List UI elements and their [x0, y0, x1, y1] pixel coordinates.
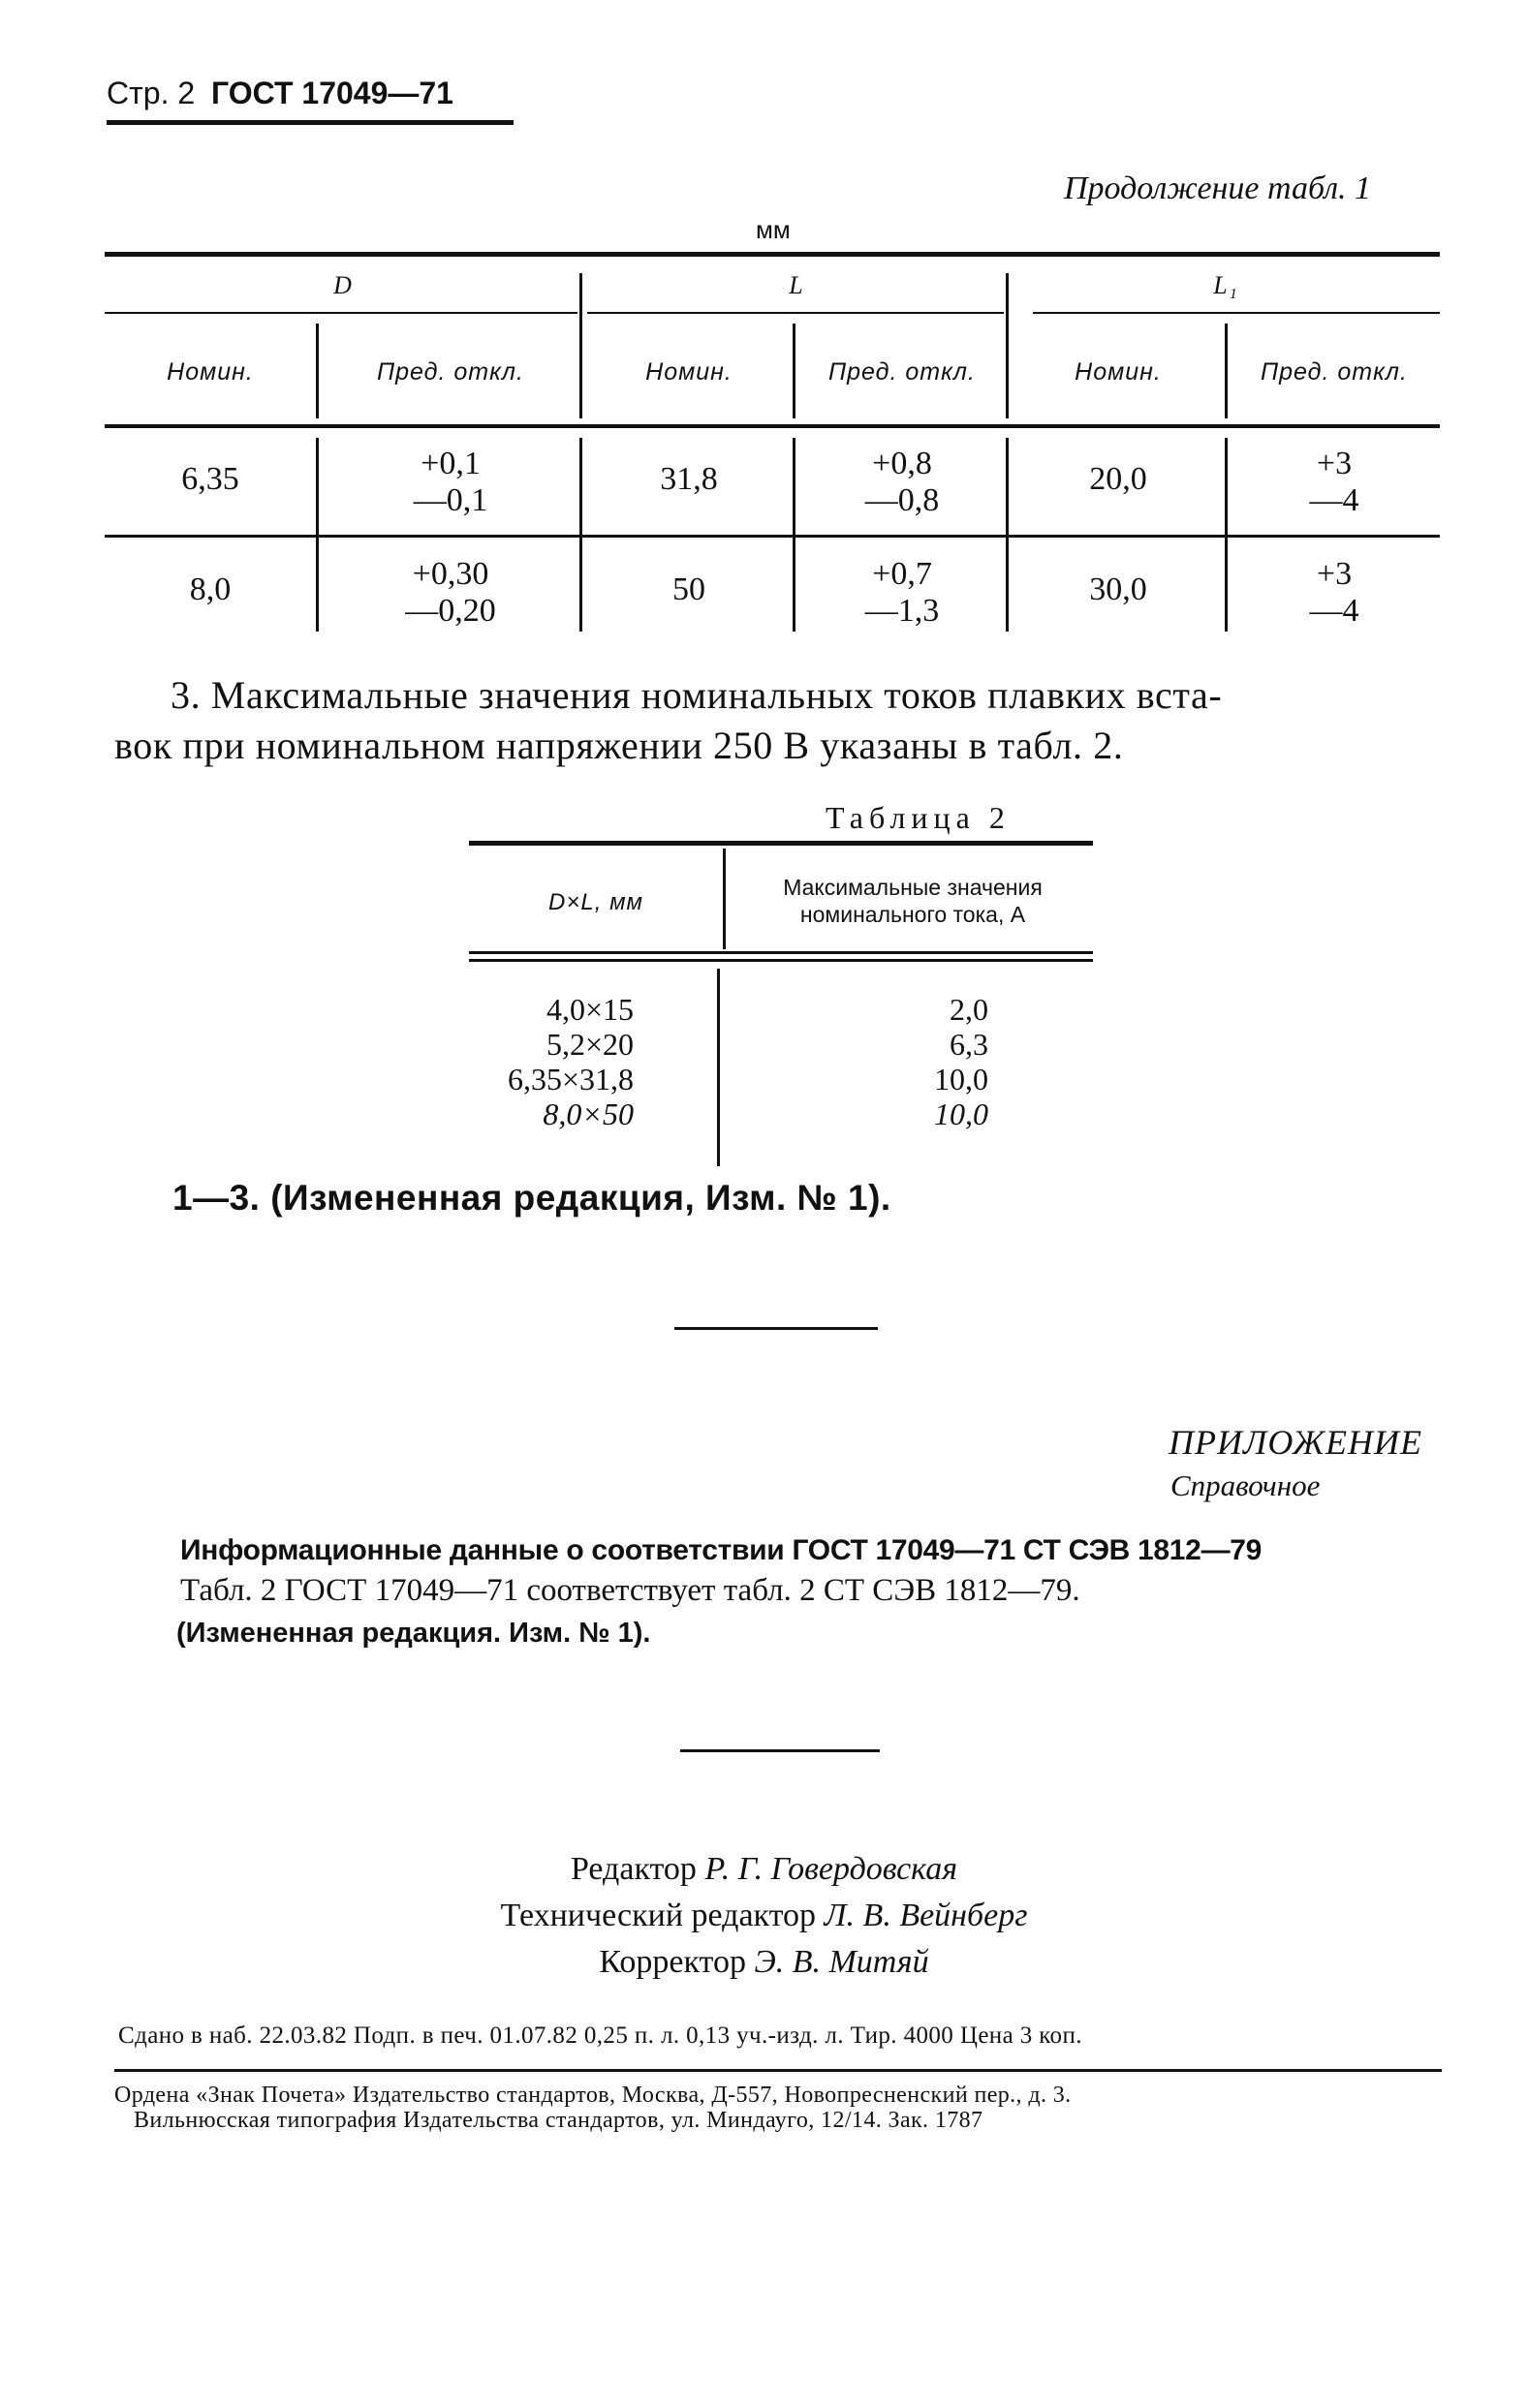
appendix-text: Табл. 2 ГОСТ 17049—71 соответствует табл. 2 СТ СЭВ 1812—79.	[180, 1573, 1080, 1608]
table2-size: 4,0×15	[546, 992, 634, 1027]
page-number: Стр. 2	[107, 76, 196, 110]
imprint-line: Ордена «Знак Почета» Издательство стандартов, Москва, Д-557, Новопресненский пер., д. 3.	[114, 2083, 1072, 2108]
deviation-lower: —0,8	[864, 482, 940, 518]
imprint-line: Сдано в наб. 22.03.82 Подп. в печ. 01.07.82 0,25 п. л. 0,13 уч.-изд. л. Тир. 4000 Цена 3 коп.	[118, 2022, 1082, 2049]
table1-group-d: D	[333, 271, 353, 299]
credit-role: Корректор	[599, 1944, 746, 1980]
appendix-title: Информационные данные о соответствии ГОСТ 17049—71 СТ СЭВ 1812—79	[180, 1534, 1263, 1566]
table2-current: 10,0	[934, 1096, 988, 1131]
credit-editor	[0, 1846, 1528, 1893]
table1-cell-l1-nom: 30,0	[1089, 571, 1147, 607]
paragraph-line: вок при номинальном напряжении 250 В указаны в табл. 2.	[114, 724, 1124, 767]
deviation-upper: +0,1	[421, 446, 481, 481]
table2-sizes	[446, 992, 634, 1131]
table1-cell-d-dev	[320, 446, 581, 519]
standard-number: ГОСТ 17049—71	[211, 76, 453, 110]
credit-role: Редактор	[570, 1851, 697, 1887]
table2-currents	[872, 992, 988, 1131]
table2-top-rule	[469, 841, 1093, 846]
table1-subheader: Номин.	[645, 358, 733, 386]
table1-unit: мм	[756, 215, 791, 244]
table2-vrule	[723, 849, 726, 949]
table1-cell-d-nom: 8,0	[189, 571, 232, 607]
deviation-lower: —0,1	[413, 482, 488, 518]
section-divider	[674, 1327, 878, 1330]
table2-header-rule	[469, 959, 1093, 962]
credits	[0, 1846, 1528, 1986]
table1-group-rule-l	[587, 312, 1004, 314]
table1-cell-l1-dev	[1229, 556, 1440, 630]
credit-name: Л. В. Вейнберг	[824, 1898, 1028, 1933]
header-rule	[107, 120, 514, 125]
credit-name: Э. В. Митяй	[754, 1944, 929, 1980]
table1-cell-l-dev	[796, 446, 1008, 519]
table1-vrule	[579, 273, 582, 418]
credit-corrector	[0, 1939, 1528, 1986]
table1-cell-d-dev	[320, 556, 581, 630]
deviation-lower: —0,20	[405, 593, 496, 629]
imprint-rule	[114, 2069, 1442, 2072]
table2-current: 6,3	[950, 1027, 988, 1062]
imprint-line: Вильнюсская типография Издательства стандартов, ул. Миндауго, 12/14. Зак. 1787	[134, 2108, 983, 2133]
table1-header-rule	[105, 424, 1440, 428]
table1-vrule	[1225, 324, 1228, 418]
section-divider	[680, 1749, 880, 1752]
table1-subheader: Номин.	[167, 358, 254, 386]
appendix-label: ПРИЛОЖЕНИЕ	[1169, 1423, 1422, 1462]
credit-name: Р. Г. Говердовская	[704, 1851, 958, 1887]
table1-cell-l1-dev	[1229, 446, 1440, 519]
table1-cell-l-nom: 50	[672, 571, 705, 607]
table2-vrule	[717, 969, 720, 1166]
table1-row-rule	[105, 535, 1440, 538]
table2-title: Таблица 2	[826, 800, 1011, 835]
deviation-upper: +3	[1316, 446, 1353, 481]
table1-subheader: Пред. откл.	[377, 358, 524, 386]
table1-cell-l-dev	[796, 556, 1008, 630]
imprint-publisher	[114, 2083, 1072, 2133]
table1-subheader: Пред. откл.	[828, 358, 976, 386]
appendix-amendment: (Измененная редакция. Изм. № 1).	[176, 1618, 651, 1649]
amendment-note: 1—3. (Измененная редакция, Изм. № 1).	[172, 1178, 891, 1218]
header-line: номинального тока, А	[799, 902, 1026, 927]
table2-col1-header: D×L, мм	[548, 889, 643, 915]
table1-vrule	[793, 324, 795, 418]
deviation-lower: —4	[1309, 482, 1359, 518]
deviation-upper: +0,8	[872, 446, 932, 481]
table1-subheader: Пред. откл.	[1261, 358, 1408, 386]
paragraph-3	[114, 670, 1222, 771]
table1-vrule	[316, 324, 319, 418]
table1-cell-l-nom: 31,8	[660, 461, 718, 497]
table1-subheader: Номин.	[1075, 358, 1162, 386]
table2-size: 6,35×31,8	[507, 1062, 634, 1096]
table2-current: 2,0	[950, 992, 988, 1027]
page-header	[107, 76, 453, 111]
deviation-upper: +0,30	[412, 556, 489, 592]
table1-group-rule-d	[105, 312, 577, 314]
table2-size: 8,0×50	[543, 1096, 634, 1131]
table1-top-rule	[105, 252, 1440, 257]
credit-role: Технический редактор	[500, 1898, 817, 1933]
table2-size: 5,2×20	[546, 1027, 634, 1062]
table2-col2-header	[733, 874, 1093, 928]
appendix-type: Справочное	[1170, 1468, 1321, 1502]
table1-group-l1: L₁	[1213, 271, 1238, 299]
table2-current: 10,0	[934, 1062, 988, 1096]
deviation-lower: —4	[1309, 593, 1359, 629]
deviation-lower: —1,3	[864, 593, 940, 629]
table1-group-l: L	[789, 271, 804, 299]
credit-tech-editor	[0, 1893, 1528, 1939]
table1-cell-l1-nom: 20,0	[1089, 461, 1147, 497]
deviation-upper: +0,7	[872, 556, 932, 592]
table1-cell-d-nom: 6,35	[181, 461, 239, 497]
header-line: Максимальные значения	[783, 875, 1043, 900]
table1-vrule	[1006, 273, 1009, 418]
table1-continuation: Продолжение табл. 1	[1064, 170, 1372, 206]
deviation-upper: +3	[1316, 556, 1353, 592]
table2-header-rule	[469, 951, 1093, 954]
table1-group-rule-l1	[1033, 312, 1440, 314]
paragraph-line: 3. Максимальные значения номинальных токов плавких вста-	[171, 673, 1223, 717]
